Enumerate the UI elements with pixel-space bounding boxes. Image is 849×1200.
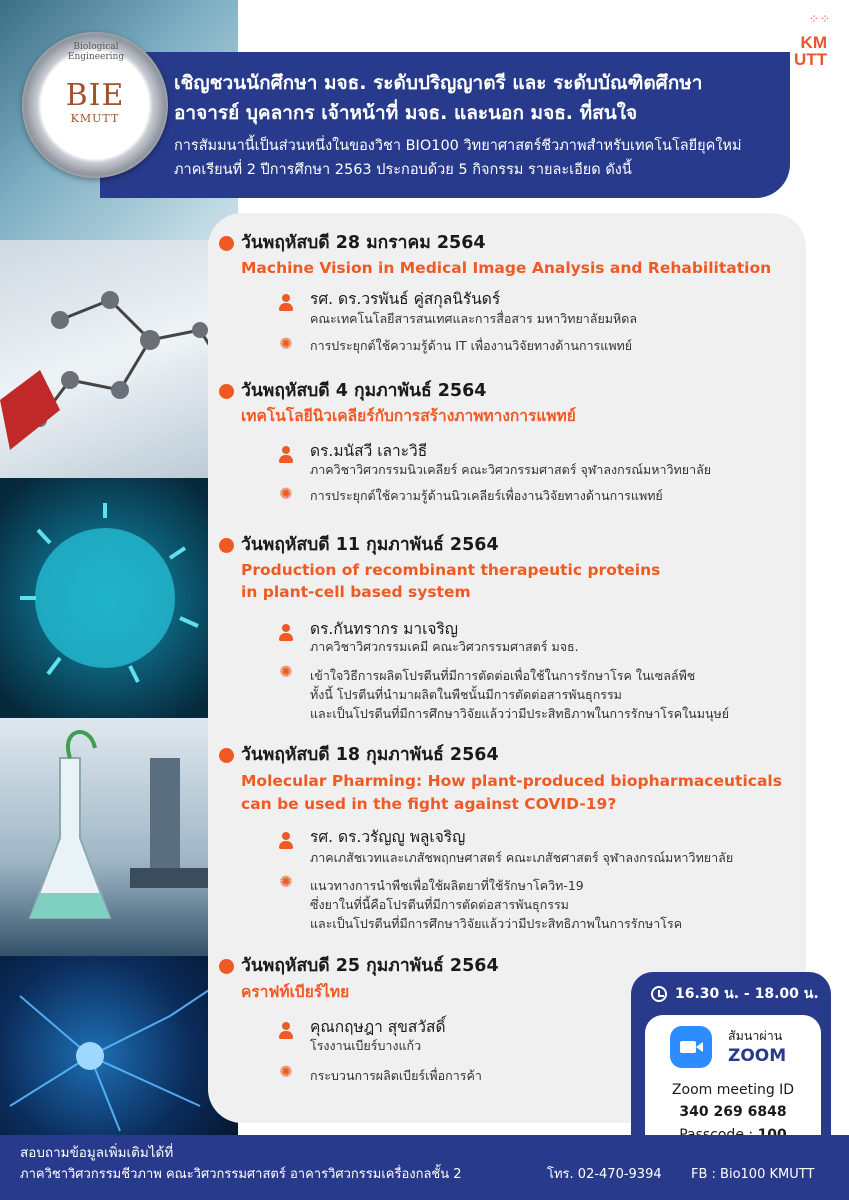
lightbulb-icon: ✺ xyxy=(279,334,293,353)
lightbulb-icon: ✺ xyxy=(279,1062,293,1081)
event-4-topic-line-1: Molecular Pharming: How plant-produced biopharmaceuticals xyxy=(241,772,782,790)
subtitle-line-2: ภาคเรียนที่ 2 ปีการศึกษา 2563 ประกอบด้วย 5 กิจกรรม รายละเอียด ดังนี้ xyxy=(174,162,632,178)
event-bullet-icon xyxy=(219,236,234,251)
session-time: 16.30 น. - 18.00 น. xyxy=(675,986,819,1002)
event-3-topic-line-2: in plant-cell based system xyxy=(241,583,471,601)
event-4-speaker: รศ. ดร.วรัญญู พลูเจริญ xyxy=(310,828,466,846)
event-5-affiliation: โรงงานเบียร์บางแก้ว xyxy=(310,1038,422,1053)
event-3-affiliation: ภาควิชาวิศวกรรมเคมี คณะวิศวกรรมศาสตร์ มจธ. xyxy=(310,639,579,654)
title-line-2: อาจารย์ บุคลากร เจ้าหน้าที่ มจธ. และนอก มจธ. ที่สนใจ xyxy=(174,102,638,124)
event-5-topic: คราฟท์เบียร์ไทย xyxy=(241,983,350,1001)
event-4-description-line-2: ซึ่งยาในที่นี้คือโปรตีนที่มีการตัดต่อสารพันธุกรรม xyxy=(310,897,569,912)
subtitle-line-1: การสัมมนานี้เป็นส่วนหนึ่งในของวิชา BIO100 วิทยาศาสตร์ชีวภาพสำหรับเทคโนโลยียุคใหม่ xyxy=(174,138,742,154)
footer-contact-heading: สอบถามข้อมูลเพิ่มเติมได้ที่ xyxy=(20,1145,174,1161)
event-bullet-icon xyxy=(219,748,234,763)
event-bullet-icon xyxy=(219,959,234,974)
event-bullet-icon xyxy=(219,538,234,553)
photo-neurons xyxy=(0,956,238,1135)
event-4-description-line-3: และเป็นโปรตีนที่มีการศึกษาวิจัยแล้วว่ามีประสิทธิภาพในการรักษาโรค xyxy=(310,916,683,931)
event-3-topic-line-1: Production of recombinant therapeutic proteins xyxy=(241,561,661,579)
seminar-via-label: สัมนาผ่าน xyxy=(728,1028,783,1043)
lightbulb-icon: ✺ xyxy=(279,662,293,681)
event-2-topic: เทคโนโลยีนิวเคลียร์กับการสร้างภาพทางการแพทย์ xyxy=(241,407,576,425)
photo-flask-microscope xyxy=(0,718,238,956)
event-5-description: กระบวนการผลิตเบียร์เพื่อการค้า xyxy=(310,1068,482,1083)
event-1-description: การประยุกต์ใช้ความรู้ด้าน IT เพื่องานวิจัยทางด้านการแพทย์ xyxy=(310,338,633,353)
event-4-affiliation: ภาคเภสัชเวทและเภสัชพฤกษศาสตร์ คณะเภสัชศาสตร์ จุฬาลงกรณ์มหาวิทยาลัย xyxy=(310,850,734,865)
kmutt-logo-line1: KM xyxy=(800,33,827,52)
event-2-affiliation: ภาควิชาวิศวกรรมนิวเคลียร์ คณะวิศวกรรมศาสตร์ จุฬาลงกรณ์มหาวิทยาลัย xyxy=(310,462,712,477)
footer-facebook: FB : Bio100 KMUTT xyxy=(691,1167,815,1182)
event-1-speaker: รศ. ดร.วรพันธ์ คู่สกุลนิรันดร์ xyxy=(310,290,501,308)
event-4-topic-line-2: can be used in the fight against COVID-19? xyxy=(241,795,617,813)
zoom-platform-name: ZOOM xyxy=(728,1046,787,1066)
zoom-meeting-id-label: Zoom meeting ID xyxy=(671,1082,795,1098)
footer-phone: โทร. 02-470-9394 xyxy=(547,1167,662,1182)
logo-initials: BIE xyxy=(65,78,125,113)
logo-arc-text: Biological Engineering xyxy=(67,42,125,62)
event-4-date: วันพฤหัสบดี 18 กุมภาพันธ์ 2564 xyxy=(241,745,499,765)
event-bullet-icon xyxy=(219,384,234,399)
kmutt-logo-line2: UTT xyxy=(793,50,827,69)
event-1-topic: Machine Vision in Medical Image Analysis and Rehabilitation xyxy=(241,259,772,277)
event-3-description-line-2: ทั้งนี้ โปรตีนที่นำมาผลิตในพืชนั้นมีการตัดต่อสารพันธุกรรม xyxy=(310,687,622,702)
title-line-1: เชิญชวนนักศึกษา มจธ. ระดับปริญญาตรี และ ระดับบัณฑิตศึกษา xyxy=(174,72,703,94)
event-3-date: วันพฤหัสบดี 11 กุมภาพันธ์ 2564 xyxy=(241,535,499,555)
page-title xyxy=(174,68,794,128)
page-subtitle xyxy=(174,134,794,182)
clock-icon xyxy=(651,986,667,1002)
person-icon xyxy=(279,1022,293,1040)
lightbulb-icon: ✺ xyxy=(279,872,293,891)
event-3-speaker: ดร.กันทรากร มาเจริญ xyxy=(310,620,459,638)
event-1-date: วันพฤหัสบดี 28 มกราคม 2564 xyxy=(241,233,486,253)
event-2-speaker: ดร.มนัสวี เลาะวิธี xyxy=(310,442,428,460)
event-5-speaker: คุณกฤษฎา สุขสวัสดิ์ xyxy=(310,1018,446,1036)
photo-virus xyxy=(0,478,238,718)
event-1-affiliation: คณะเทคโนโลยีสารสนเทศและการสื่อสาร มหาวิทยาลัยมหิดล xyxy=(310,311,638,326)
logo-org: KMUTT xyxy=(70,112,120,125)
kmutt-logo: ⁘⁘ KM UTT xyxy=(793,12,831,69)
person-icon xyxy=(279,832,293,850)
event-3-description-line-3: และเป็นโปรตีนที่มีการศึกษาวิจัยแล้วว่ามีประสิทธิภาพในการรักษาโรคในมนุษย์ xyxy=(310,706,730,721)
event-3-description-line-1: เข้าใจวิธีการผลิตโปรตีนที่มีการตัดต่อเพื่อใช้ในการรักษาโรค ในเซลล์พืช xyxy=(310,668,696,683)
person-icon xyxy=(279,446,293,464)
zoom-meeting-id: 340 269 6848 xyxy=(679,1104,787,1120)
footer-address: ภาควิชาวิศวกรรมชีวภาพ คณะวิศวกรรมศาสตร์ อาคารวิศวกรรมเครื่องกลชั้น 2 xyxy=(20,1167,462,1182)
event-4-description-line-1: แนวทางการนำพืชเพื่อใช้ผลิตยาที่ใช้รักษาโควิท-19 xyxy=(310,878,584,893)
photo-molecule-model xyxy=(0,240,238,478)
bie-logo xyxy=(22,32,168,178)
event-5-date: วันพฤหัสบดี 25 กุมภาพันธ์ 2564 xyxy=(241,956,499,976)
event-2-date: วันพฤหัสบดี 4 กุมภาพันธ์ 2564 xyxy=(241,381,487,401)
event-2-description: การประยุกต์ใช้ความรู้ด้านนิวเคลียร์เพื่องานวิจัยทางด้านการแพทย์ xyxy=(310,488,663,503)
person-icon xyxy=(279,624,293,642)
person-icon xyxy=(279,294,293,312)
lightbulb-icon: ✺ xyxy=(279,484,293,503)
